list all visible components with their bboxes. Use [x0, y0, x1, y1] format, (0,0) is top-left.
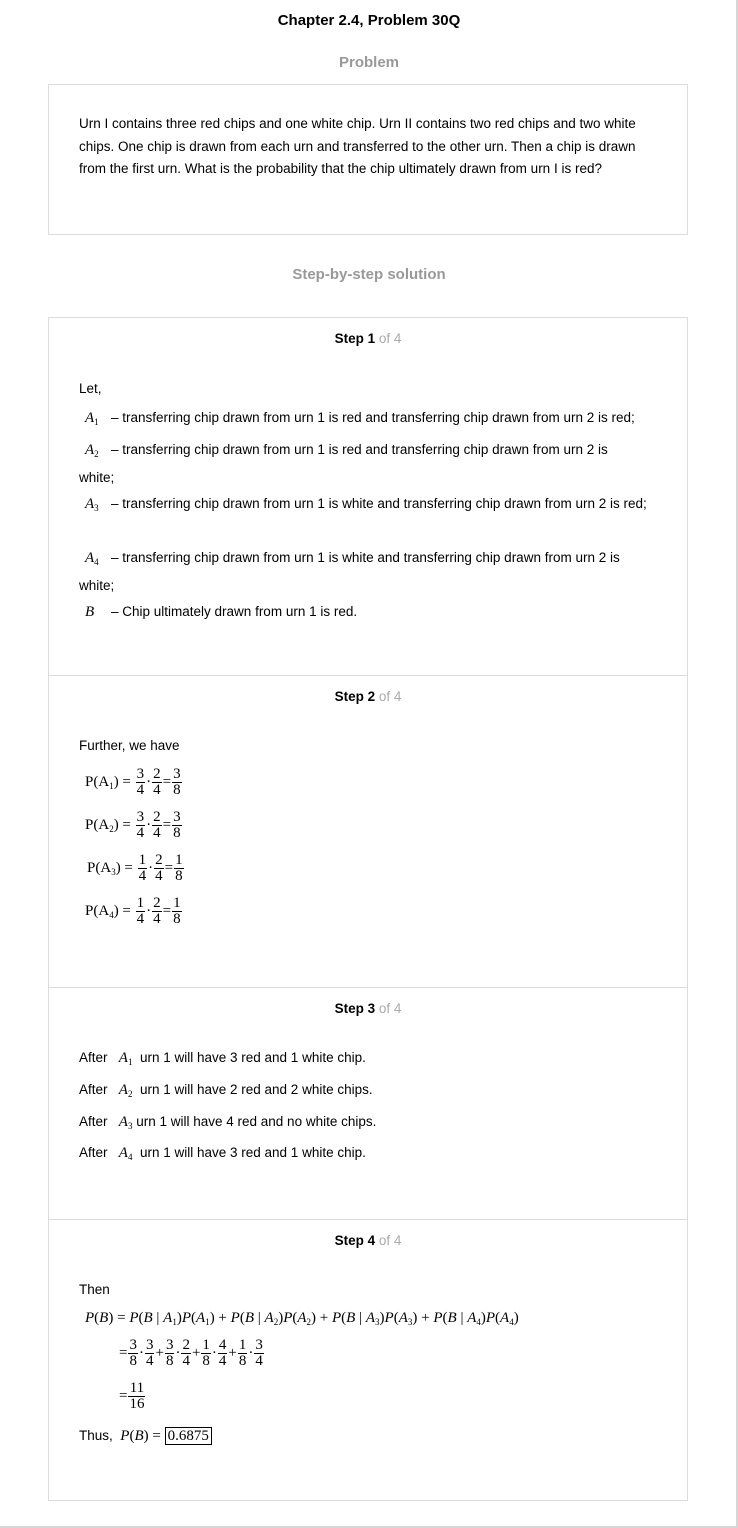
definition-b: B – Chip ultimately drawn from urn 1 is red.: [79, 600, 669, 624]
probability-equation-a4: $P(A_4)$ = $\frac{1}{4}$ · $\frac{2}{4}$ = $\frac{1}{8}$: [85, 895, 181, 927]
math-symbol: $A_1$: [85, 410, 99, 427]
step-3-header: [49, 1001, 687, 1016]
step-3: [49, 987, 687, 1220]
step-count: of 4: [378, 1001, 402, 1016]
step-4: [49, 1219, 687, 1503]
definition-a1: $A_1$ – transferring chip drawn from urn 1 is red and transferring chip drawn from urn 2 is red;: [79, 406, 669, 434]
definition-a3: $A_3$ – transferring chip drawn from urn 1 is white and transferring chip drawn from urn 2 is red;: [79, 492, 654, 520]
state-after-a2: After $A_2$ urn 1 will have 2 red and 2 white chips.: [79, 1082, 373, 1099]
probability-equation-a1: $P(A_1)$ = $\frac{3}{4}$ · $\frac{2}{4}$ = $\frac{3}{8}$: [85, 766, 181, 798]
step-count: of 4: [378, 331, 402, 346]
conclusion-line: Thus, P(B) = 0.6875: [79, 1424, 212, 1448]
sum-result: = $\frac{11}{16}$: [119, 1380, 145, 1412]
page-title: Chapter 2.4, Problem 30Q: [277, 12, 461, 29]
math-symbol: $A_4$: [85, 550, 99, 567]
step-count: of 4: [378, 1233, 402, 1248]
step-4-header: [49, 1233, 687, 1248]
step-1-header: [49, 331, 687, 346]
step-label: Step 1: [334, 331, 376, 346]
probability-equation-a3: $P(A_3)$ = $\frac{1}{4}$ · $\frac{2}{4}$ = $\frac{1}{8}$: [87, 852, 183, 884]
math-symbol: $A_3$: [85, 496, 99, 513]
step-2: [49, 675, 687, 988]
definition-a2: $A_2$ – transferring chip drawn from urn 1 is red and transferring chip drawn from urn 2 is white;: [79, 438, 639, 490]
step-1: [49, 318, 687, 675]
state-after-a3: After $A_3$ urn 1 will have 4 red and no white chips.: [79, 1114, 377, 1131]
state-after-a4: After $A_4$ urn 1 will have 3 red and 1 white chip.: [79, 1145, 366, 1162]
problem-text: Urn I contains three red chips and one white chip. Urn II contains two red chips and two white chips. One chip is drawn from each urn and transferred to the other urn. Then a chip is drawn from the first urn. What is the probability that the chip ultimately drawn from urn I is red?: [79, 116, 636, 176]
step-2-header: [49, 689, 687, 704]
problem-heading: Problem: [338, 54, 399, 71]
problem-box: [48, 84, 688, 235]
total-probability-expansion: = $\frac{3}{8}$ · $\frac{3}{4}$ + $\frac{3}{8}$ · $\frac{2}{4}$ + $\frac{1}{8}$ · $\frac{4}{4}$ + $\frac{1}{8}$ · $\frac{3}{4}$: [119, 1337, 263, 1369]
probability-equation-a2: $P(A_2)$ = $\frac{3}{4}$ · $\frac{2}{4}$ = $\frac{3}{8}$: [85, 809, 181, 841]
step-4-intro: Then: [79, 1282, 110, 1297]
solution-heading: Step-by-step solution: [292, 266, 446, 283]
definition-a4: $A_4$ – transferring chip drawn from urn 1 is white and transferring chip drawn from urn 2 is white;: [79, 546, 654, 598]
step-count: of 4: [378, 689, 402, 704]
step-2-intro: Further, we have: [79, 738, 180, 753]
solution-box: [48, 317, 688, 1501]
math-symbol: B: [85, 604, 95, 620]
step-label: Step 3: [334, 1001, 376, 1016]
state-after-a1: After $A_1$ urn 1 will have 3 red and 1 white chip.: [79, 1050, 366, 1067]
total-probability-formula: P(B) = P(B | $A_1)P(A_1) + P(B$ | $A_2)P(A_2) + P(B$ | $A_3)P(A_3) + P(B$ | $A_4)P(A_4)$: [85, 1310, 519, 1327]
step-label: Step 2: [334, 689, 376, 704]
step-1-intro: Let,: [79, 381, 102, 396]
math-symbol: $A_2$: [85, 442, 99, 459]
final-answer: 0.6875: [165, 1427, 212, 1445]
step-label: Step 4: [334, 1233, 376, 1248]
